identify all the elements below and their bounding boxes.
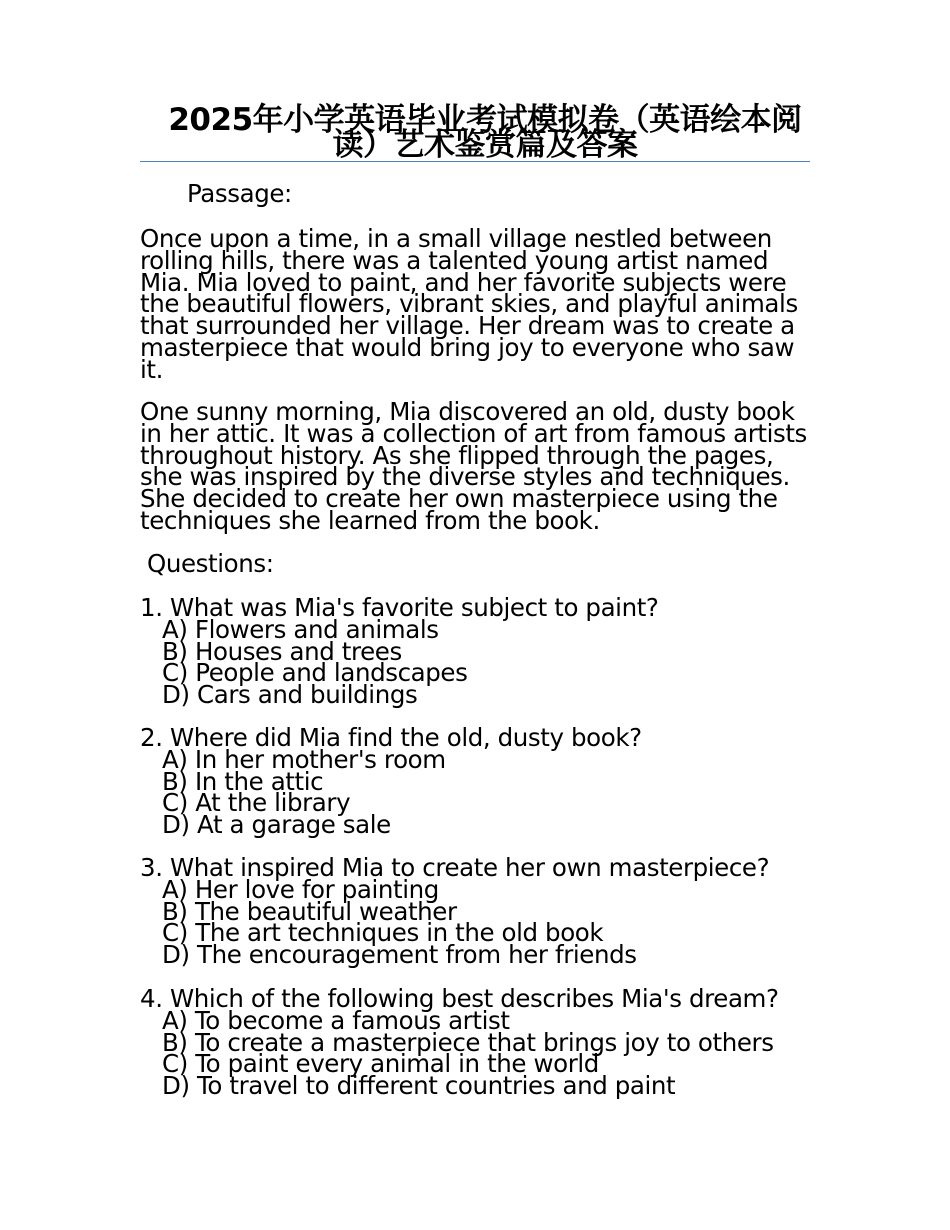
option-c: C) People and landscapes (162, 658, 468, 688)
question-2 (140, 723, 820, 840)
option-b: B) To create a masterpiece that brings joy to others (162, 1027, 774, 1057)
question-1 (140, 593, 820, 710)
question-4 (140, 984, 820, 1101)
title-block (140, 102, 810, 163)
option-b: B) The beautiful weather (162, 896, 457, 926)
paragraph-text: One sunny morning, Mia discovered an old, dusty book in her attic. It was a collection of art from famous artists throughout history. As she flipped through the pages, she was inspired by the diverse styles and techniques. She decided to create her own masterpiece using the techniques she learned from the book. (140, 397, 807, 535)
option-a: A) In her mother's room (162, 744, 446, 774)
paragraph-text: Once upon a time, in a small village nestled between rolling hills, there was a talented young artist named Mia. Mia loved to paint, and her favorite subjects were the beautiful flowers, vibrant skies, and playful animals that surrounded her village. Her dream was to create a masterpiece that would bring joy to everyone who saw it. (140, 224, 798, 384)
option-d: D) At a garage sale (162, 810, 391, 840)
question-3 (140, 853, 820, 970)
option-a: A) To become a famous artist (162, 1005, 510, 1035)
title-underline (140, 161, 810, 162)
question-text: 3. What inspired Mia to create her own masterpiece? (140, 853, 770, 882)
passage-paragraph-2 (140, 397, 820, 535)
question-text: 1. What was Mia's favorite subject to paint? (140, 593, 659, 622)
question-text: 2. Where did Mia find the old, dusty book? (140, 723, 642, 752)
option-d: D) The encouragement from her friends (162, 940, 637, 970)
option-c: C) At the library (162, 788, 351, 818)
option-d: D) Cars and buildings (162, 680, 418, 710)
option-d: D) To travel to different countries and paint (162, 1071, 676, 1101)
option-a: A) Flowers and animals (162, 614, 439, 644)
option-c: C) To paint every animal in the world (162, 1049, 599, 1079)
question-text: 4. Which of the following best describes Mia's dream? (140, 984, 779, 1013)
option-b: B) Houses and trees (162, 636, 402, 666)
passage-paragraph-1 (140, 224, 820, 384)
questions-label: Questions: (147, 549, 274, 578)
passage-label: Passage: (187, 179, 292, 208)
option-c: C) The art techniques in the old book (162, 918, 604, 948)
page-title: 2025年小学英语毕业考试模拟卷（英语绘本阅读）艺术鉴赏篇及答案 (168, 102, 802, 163)
option-b: B) In the attic (162, 766, 324, 796)
option-a: A) Her love for painting (162, 874, 439, 904)
